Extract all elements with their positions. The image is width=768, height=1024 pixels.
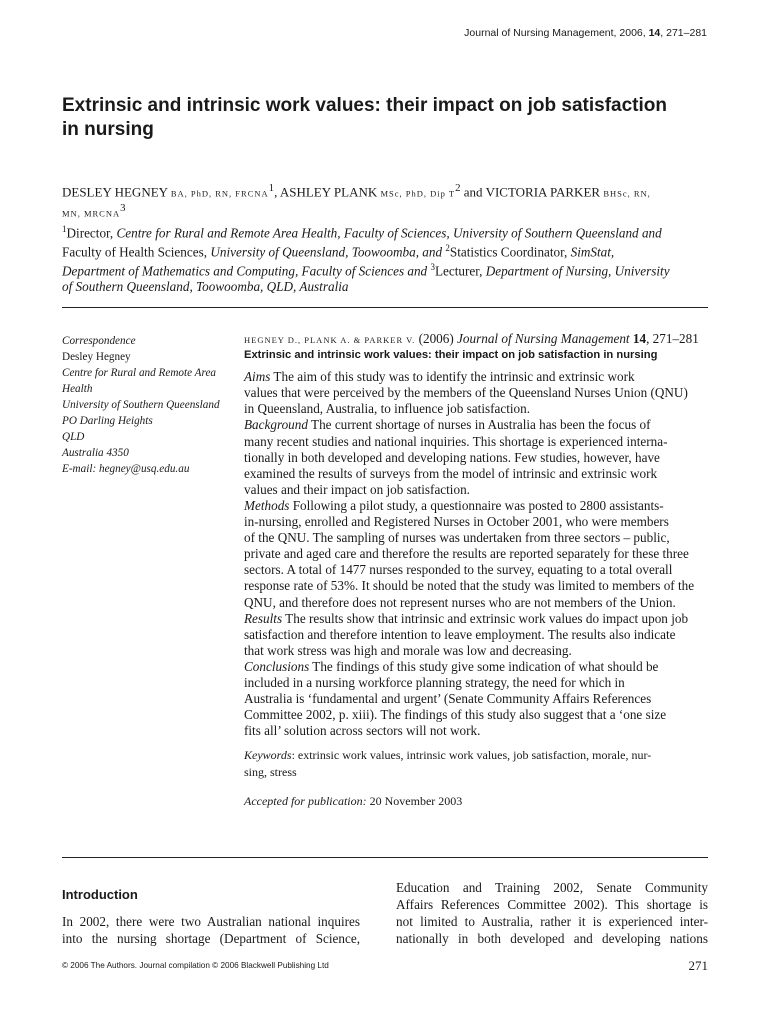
abstract-title: Extrinsic and intrinsic work values: their impact on job satisfaction in nursing <box>244 349 658 362</box>
abstract-line-text: values that were perceived by the members of the Queensland Nurses Union (QNU) <box>244 385 688 401</box>
corr-state: QLD <box>62 431 85 443</box>
abstract-section-label: Aims <box>244 369 271 385</box>
keywords: Keywords: extrinsic work values, intrinsic work values, job satisfaction, morale, nur- sing, stress <box>244 748 652 780</box>
abstract-section-label: Methods <box>244 497 290 513</box>
abstract-line-text: of the QNU. The sampling of nurses was undertaken from three sectors – public, <box>244 530 670 546</box>
abstract-line-text: satisfaction and therefore intention to leave employment. The results also indicate <box>244 626 676 642</box>
abstract-line <box>244 707 708 723</box>
journal-ref-text: Journal of Nursing Management, 2006, <box>464 27 649 39</box>
body-column-left <box>62 913 360 947</box>
abstract-line <box>244 659 708 675</box>
abstract-line-text: The current shortage of nurses in Australia has been the focus of <box>307 417 651 433</box>
abstract-line <box>244 466 708 482</box>
author-3-name: VICTORIA PARKER <box>485 184 601 200</box>
abstract-line-text: The results show that intrinsic and extrinsic work values do impact upon job <box>282 610 689 626</box>
introduction-heading: Introduction <box>62 887 138 902</box>
author-1-quals: BA, PhD, RN, FRCNA <box>170 188 269 199</box>
abstract-line-text: tionally in both developed and developing nations. Few studies, however, have <box>244 449 660 465</box>
author-3-sup: 3 <box>120 202 126 215</box>
abstract-line <box>244 482 708 498</box>
corr-name: Desley Hegney <box>62 351 131 363</box>
correspondence-block <box>62 333 242 477</box>
corr-dept-1: Centre for Rural and Remote Area <box>62 367 217 379</box>
abstract <box>244 331 708 809</box>
author-2-name: ASHLEY PLANK <box>279 184 378 200</box>
abstract-line-text: private and aged care and therefore the results are reported separately for these three <box>244 546 689 562</box>
copyright-notice: © 2006 The Authors. Journal compilation © 2006 Blackwell Publishing Ltd <box>62 961 329 970</box>
body-column-right <box>396 879 708 947</box>
corr-address: PO Darling Heights <box>62 415 153 427</box>
author-list: DESLEY HEGNEY BA, PhD, RN, FRCNA$^1$, ASHLEY PLANK MSc, PhD, Dip $T^2$ and VICTORIA PARKER BHSc, RN, MN, MRCNA$^3$ <box>62 182 651 219</box>
abstract-line-text: The aim of this study was to identify the intrinsic and extrinsic work <box>270 369 635 385</box>
body-right-line: Education and Training 2002, Senate Community <box>396 880 708 895</box>
affiliations: $^1$Director, Centre for Rural and Remote Area Health, Faculty of Sciences, University of Southern Queensland and Faculty of Health Sciences, University of Queensland, Toowoomba, and $^2$Statistics Coordinator, SimStat, Department of Mathematics and Computing, Faculty of Sciences and $^3$Lecturer, Department of Nursing, University of Southern Queensland, Toowoomba, QLD, Australia <box>62 224 670 294</box>
corr-university: University of Southern Queensland <box>62 399 220 411</box>
title-line-1: Extrinsic and intrinsic work values: their impact on job satisfaction <box>62 95 667 116</box>
abstract-line <box>244 401 708 417</box>
abstract-line <box>244 530 708 546</box>
journal-ref-volume: 14 <box>648 27 661 39</box>
journal-ref-pages: , 271–281 <box>660 27 707 39</box>
abstract-line-text: The findings of this study give some indication of what should be <box>309 658 659 674</box>
abstract-section-label: Conclusions <box>244 658 310 674</box>
author-3-quals-1: BHSc, RN, <box>603 188 651 199</box>
abstract-line-text: in-nursing, enrolled and Registered Nurses in October 2001, who were members <box>244 514 669 530</box>
divider-bottom <box>62 857 708 858</box>
body-left-line: into the nursing shortage (Department of Science, <box>62 931 360 946</box>
article-title <box>62 94 722 142</box>
abstract-line-text: fits all’ solution across sectors will not work. <box>244 723 481 739</box>
page-number: 271 <box>688 958 708 973</box>
abstract-line-text: Committee 2002, p. xiii). The findings of this study also suggest that a ‘one size <box>244 707 667 723</box>
abstract-line <box>244 675 708 691</box>
abstract-line-text: many recent studies and national inquiries. This shortage is experienced interna- <box>244 433 668 449</box>
abstract-line <box>244 434 708 450</box>
abstract-section-label: Results <box>244 610 283 626</box>
abstract-line <box>244 514 708 530</box>
abstract-line-text: in Queensland, Australia, to influence job satisfaction. <box>244 401 531 417</box>
abstract-line <box>244 578 708 594</box>
body-left-line: In 2002, there were two Australian national inquires <box>62 914 360 929</box>
abstract-line <box>244 385 708 401</box>
abstract-line-text: Following a pilot study, a questionnaire was posted to 2800 assistants- <box>289 497 664 513</box>
abstract-line <box>244 595 708 611</box>
accepted-date: Accepted for publication: 20 November 2003 <box>244 794 463 809</box>
corr-email[interactable]: E-mail: hegney@usq.edu.au <box>62 463 190 475</box>
and-text: and <box>460 184 486 200</box>
abstract-body <box>244 369 708 739</box>
abstract-line-text: Australia is ‘fundamental and urgent’ (Senate Community Affairs References <box>244 691 652 707</box>
abstract-line <box>244 450 708 466</box>
abstract-line-text: sectors. A total of 1477 nurses responded to the survey, equating to a total overall <box>244 562 673 578</box>
author-2-quals: MSc, PhD, Dip T <box>380 188 456 199</box>
abstract-line <box>244 691 708 707</box>
abstract-line-text: response rate of 53%. It should be noted that the study was limited to members of the <box>244 578 695 594</box>
abstract-line <box>244 611 708 627</box>
abstract-line <box>244 643 708 659</box>
abstract-line <box>244 627 708 643</box>
body-right-line: nationally in both developed and developing nations <box>396 931 708 946</box>
abstract-line-text: values and their impact on job satisfaction. <box>244 481 470 497</box>
abstract-line <box>244 723 708 739</box>
author-1-name: DESLEY HEGNEY <box>62 184 168 200</box>
correspondence-heading: Correspondence <box>62 335 136 347</box>
author-2-sup: 2 <box>455 182 461 194</box>
divider-top <box>62 307 708 308</box>
corr-country: Australia 4350 <box>62 447 129 459</box>
author-1-sup: 1 <box>268 182 275 194</box>
abstract-citation: HEGNEY D., PLANK A. & PARKER V. (2006) Journal of Nursing Management 14, 271–281 <box>244 331 699 346</box>
abstract-line <box>244 369 708 385</box>
abstract-line <box>244 417 708 433</box>
abstract-line-text: included in a nursing workforce planning strategy, the need for which in <box>244 674 625 690</box>
abstract-line-text: examined the results of surveys from the model of intrinsic and extrinsic work <box>244 465 658 481</box>
abstract-section-label: Background <box>244 417 308 433</box>
journal-reference <box>464 27 707 39</box>
body-right-line: not limited to Australia, rather it is experienced inter- <box>396 914 708 929</box>
abstract-line-text: QNU, and therefore does not represent nurses who are not members of the Union. <box>244 594 676 610</box>
body-right-line: Affairs References Committee 2002). This shortage is <box>396 897 708 912</box>
title-line-2: in nursing <box>62 119 154 140</box>
author-3-quals-2: MN, MRCNA <box>62 208 121 219</box>
abstract-line-text: that work stress was high and morale was low and decreasing. <box>244 642 572 658</box>
corr-dept-2: Health <box>62 383 93 395</box>
abstract-line <box>244 546 708 562</box>
abstract-line <box>244 498 708 514</box>
abstract-line <box>244 562 708 578</box>
